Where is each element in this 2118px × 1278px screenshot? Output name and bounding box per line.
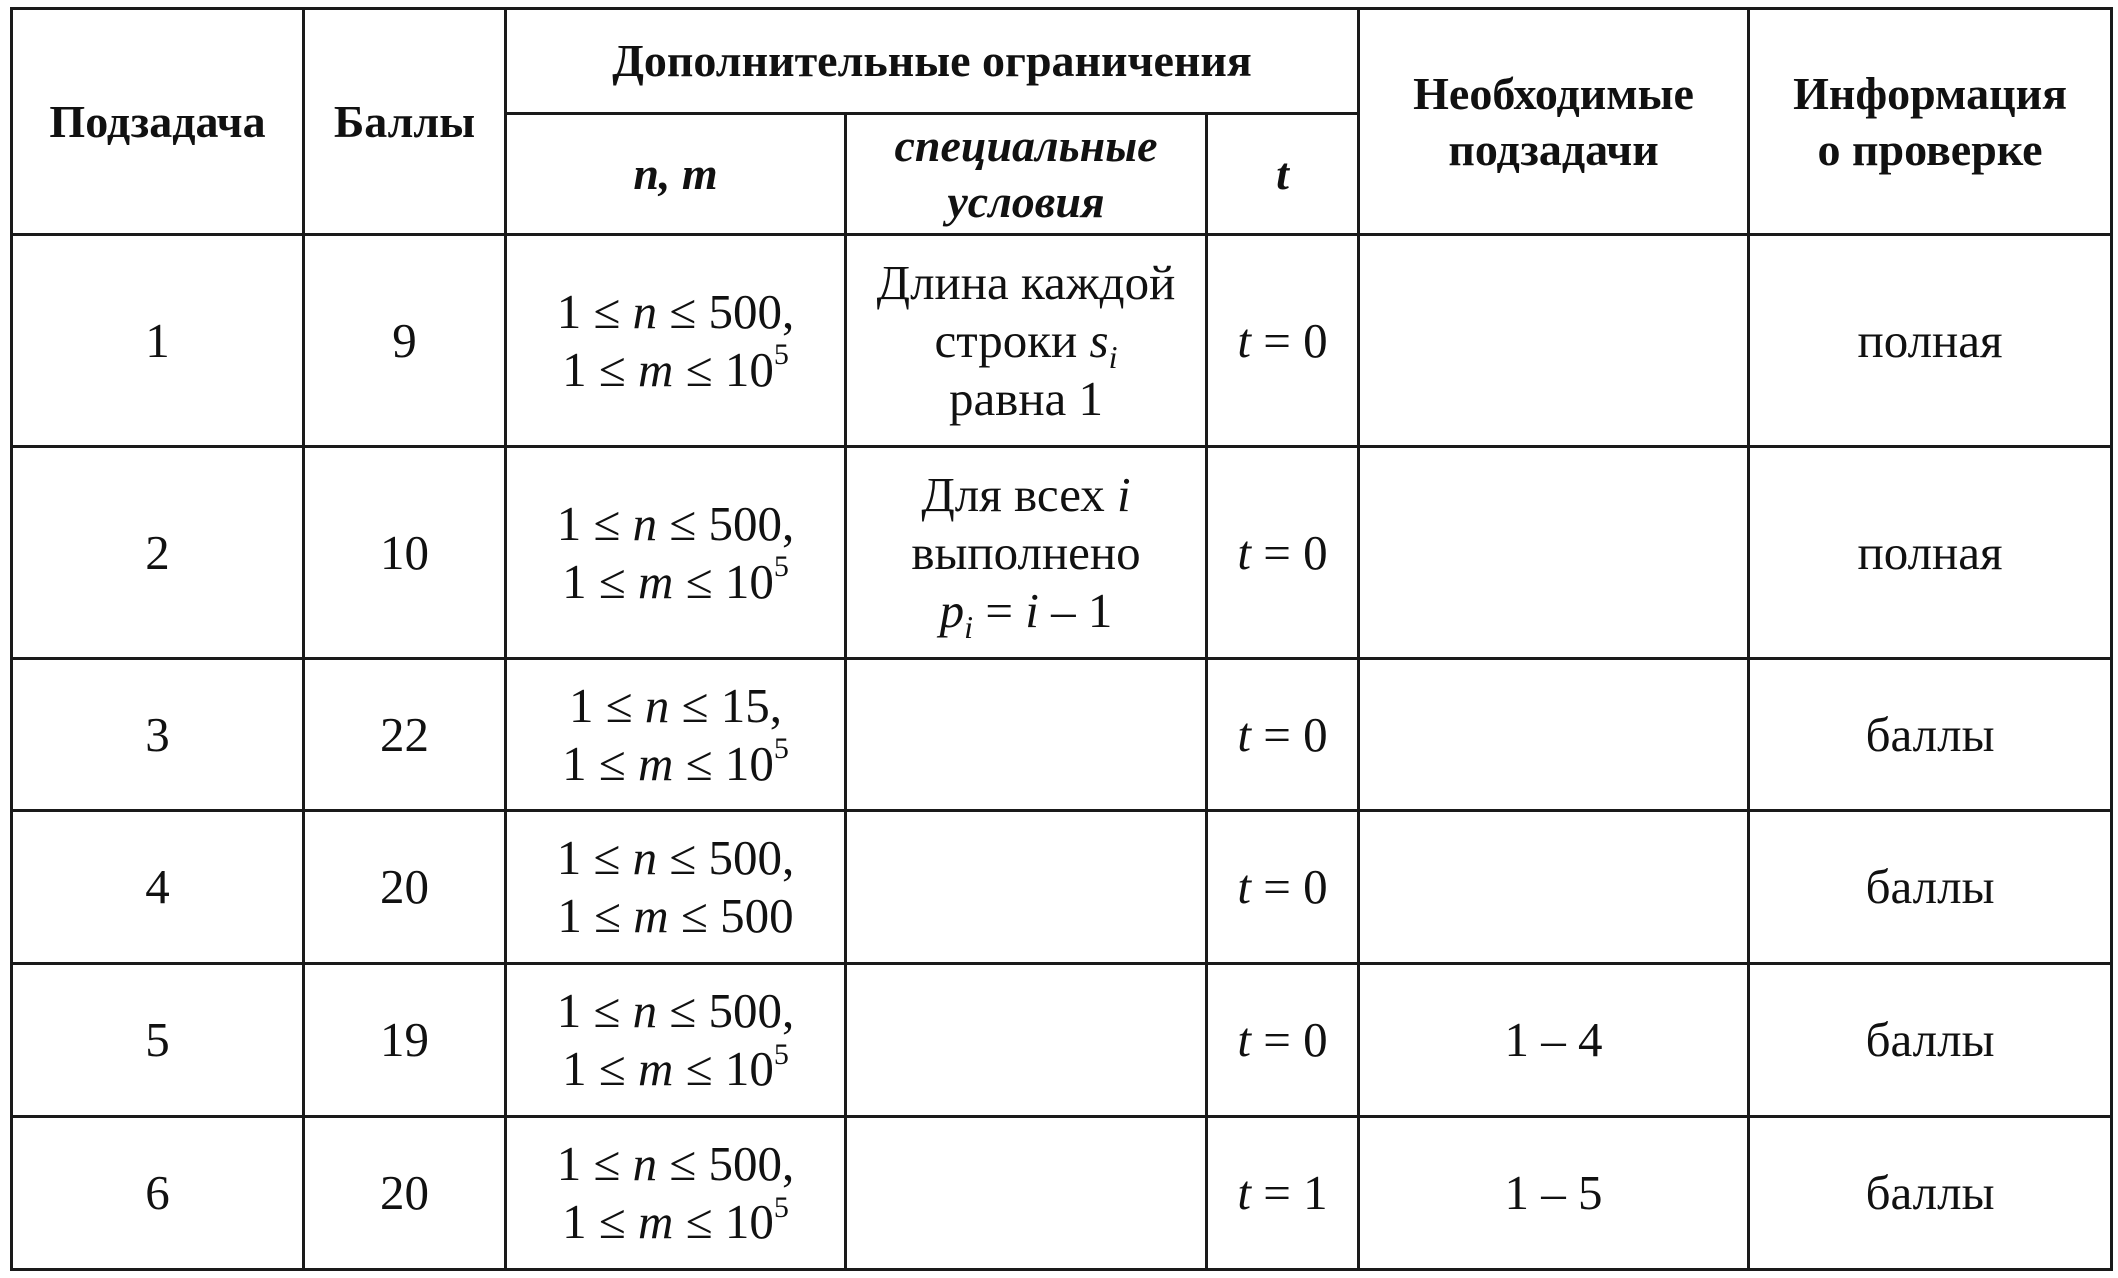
special-text: строки s [934, 312, 1109, 368]
header-t: t [1207, 114, 1359, 235]
special-subscript: i [964, 608, 974, 645]
m-range-base: 1 ≤ m ≤ 10 [562, 341, 774, 397]
table-row [12, 1117, 2112, 1270]
header-special-conditions [846, 114, 1207, 235]
cell-points: 10 [304, 447, 506, 659]
cell-subtask: 6 [12, 1117, 304, 1270]
header-special-line2: условия [947, 176, 1105, 227]
special-text: = i – 1 [973, 582, 1113, 638]
cell-required-subtasks [1359, 447, 1749, 659]
cell-check-info: полная [1749, 447, 2112, 659]
cell-t: t = 1 [1207, 1117, 1359, 1270]
table-body [12, 235, 2112, 1270]
cell-check-info: баллы [1749, 964, 2112, 1117]
cell-subtask: 4 [12, 811, 304, 964]
m-range [515, 1190, 836, 1251]
cell-check-info: баллы [1749, 811, 2112, 964]
cell-t: t = 0 [1207, 811, 1359, 964]
cell-required-subtasks [1359, 659, 1749, 811]
cell-subtask: 3 [12, 659, 304, 811]
header-subtask: Подзадача [12, 9, 304, 235]
m-range-exponent: 5 [773, 1190, 789, 1224]
cell-t: t = 0 [1207, 235, 1359, 447]
m-range-exponent: 5 [773, 338, 789, 372]
table-row [12, 659, 2112, 811]
header-row-top [12, 9, 2112, 114]
cell-special-conditions [846, 659, 1207, 811]
m-range [515, 732, 836, 793]
cell-subtask: 2 [12, 447, 304, 659]
header-extra-constraints: Дополнительные ограничения [506, 9, 1359, 114]
cell-check-info: баллы [1749, 1117, 2112, 1270]
header-points: Баллы [304, 9, 506, 235]
table-row [12, 964, 2112, 1117]
m-range-exponent: 5 [773, 550, 789, 584]
cell-required-subtasks [1359, 235, 1749, 447]
special-var: p [939, 582, 965, 638]
special-line: Для всех i [921, 466, 1131, 522]
header-check-info [1749, 9, 2112, 235]
cell-points: 19 [304, 964, 506, 1117]
header-info-line2: о проверке [1817, 123, 2043, 175]
m-range [515, 550, 836, 611]
cell-required-subtasks: 1 – 5 [1359, 1117, 1749, 1270]
special-line: выполнено [911, 524, 1141, 580]
cell-t: t = 0 [1207, 659, 1359, 811]
cell-check-info: баллы [1749, 659, 2112, 811]
cell-nm-constraints [506, 659, 846, 811]
m-range-exponent: 5 [773, 1037, 789, 1071]
m-range [515, 887, 836, 945]
m-range-base: 1 ≤ m ≤ 500 [557, 888, 794, 943]
cell-nm-constraints [506, 964, 846, 1117]
cell-t: t = 0 [1207, 447, 1359, 659]
cell-points: 20 [304, 811, 506, 964]
cell-required-subtasks: 1 – 4 [1359, 964, 1749, 1117]
table-row [12, 447, 2112, 659]
special-line: Длина каждой [876, 254, 1176, 310]
n-range: 1 ≤ n ≤ 15, [568, 677, 783, 733]
cell-required-subtasks [1359, 811, 1749, 964]
n-range: 1 ≤ n ≤ 500, [556, 983, 795, 1038]
cell-special-conditions [846, 1117, 1207, 1270]
cell-check-info: полная [1749, 235, 2112, 447]
m-range-base: 1 ≤ m ≤ 10 [562, 1194, 774, 1249]
cell-special-conditions [846, 964, 1207, 1117]
m-range-base: 1 ≤ m ≤ 10 [562, 1041, 774, 1096]
header-required-line1: Необходимые [1413, 67, 1694, 119]
m-range-base: 1 ≤ m ≤ 10 [562, 553, 774, 609]
special-subscript: i [1108, 338, 1118, 375]
cell-nm-constraints [506, 1117, 846, 1270]
n-range: 1 ≤ n ≤ 500, [556, 830, 795, 885]
m-range [515, 338, 836, 399]
header-nm: n, m [506, 114, 846, 235]
cell-special-conditions [846, 235, 1207, 447]
cell-nm-constraints [506, 811, 846, 964]
cell-subtask: 1 [12, 235, 304, 447]
special-line: равна 1 [948, 370, 1104, 426]
table-row [12, 235, 2112, 447]
cell-subtask: 5 [12, 964, 304, 1117]
table-row [12, 811, 2112, 964]
cell-nm-constraints [506, 447, 846, 659]
cell-special-conditions [846, 811, 1207, 964]
cell-t: t = 0 [1207, 964, 1359, 1117]
header-required-line2: подзадачи [1448, 123, 1659, 175]
n-range: 1 ≤ n ≤ 500, [556, 283, 795, 339]
cell-points: 9 [304, 235, 506, 447]
special-line [855, 312, 1197, 375]
cell-special-conditions [846, 447, 1207, 659]
header-info-line1: Информация [1793, 67, 2067, 119]
special-line [855, 582, 1197, 645]
header-required-subtasks [1359, 9, 1749, 235]
cell-points: 22 [304, 659, 506, 811]
m-range-base: 1 ≤ m ≤ 10 [562, 735, 774, 791]
m-range-exponent: 5 [773, 732, 789, 766]
n-range: 1 ≤ n ≤ 500, [556, 1136, 795, 1191]
cell-points: 20 [304, 1117, 506, 1270]
n-range: 1 ≤ n ≤ 500, [556, 495, 795, 551]
cell-nm-constraints [506, 235, 846, 447]
subtasks-table [10, 7, 2113, 1271]
m-range [515, 1037, 836, 1098]
header-special-line1: специальные [894, 120, 1158, 171]
